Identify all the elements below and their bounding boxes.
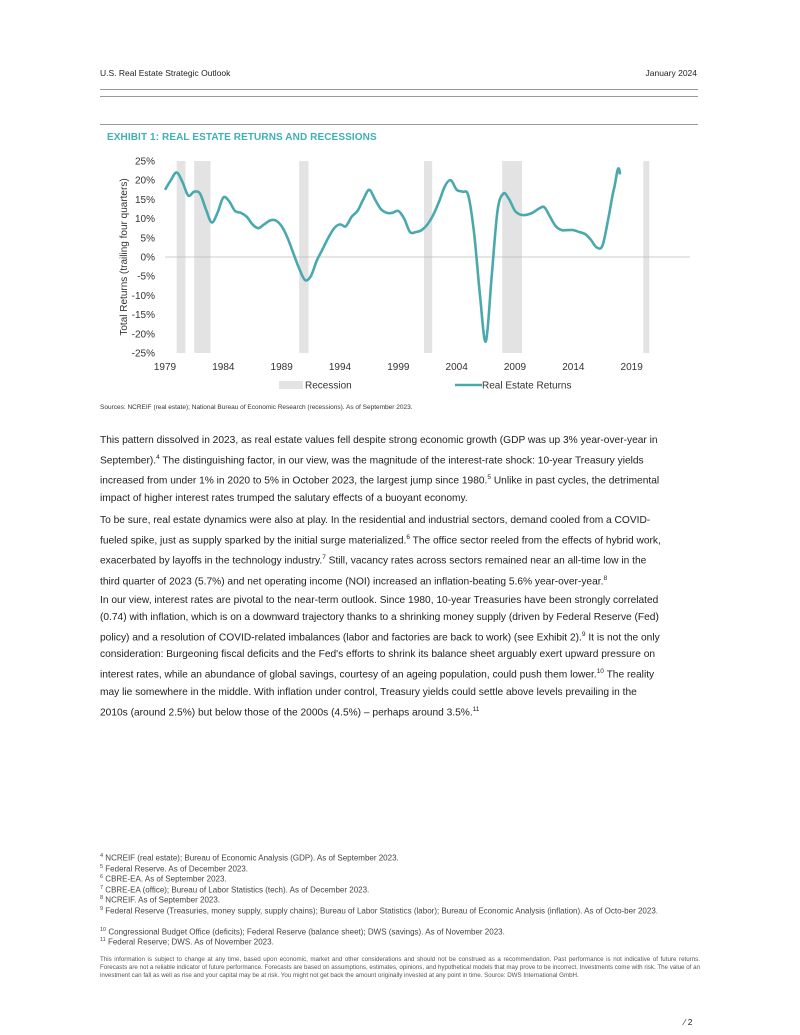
paragraph-text: It is not the only <box>585 632 660 644</box>
document-header-date: January 2024 <box>645 68 697 78</box>
footnote-number: 6 <box>100 874 104 880</box>
x-tick-label: 1999 <box>387 362 410 373</box>
disclaimer: This information is subject to change at any time, based upon economic, market and other considerations and should not be construed as a recommendation. Past performance is not indicative of future returns. Forecasts are not a reliable indicator of future performance. Forecasts are based on assumptions, estimates, opinions, and hypothetical models that may prove to be incorrect. Investments come with risk. The value of an investment can fall as well as rise and your capital may be at risk. You might not get back the amount originally invested at any point in time. Source: DWS International GmbH. <box>100 956 700 979</box>
chart-source-note: Sources: NCREIF (real estate); National Bureau of Economic Research (recessions). As of September 2023. <box>100 404 413 411</box>
paragraph-text: consideration: Burgeoning fiscal deficits and the Fed's efforts to shrink its balance sheet arguably exert upward pressure on <box>100 649 656 661</box>
paragraph-text: To be sure, real estate dynamics were also at play. In the residential and industrial sectors, demand cooled from a COVID- <box>100 515 651 526</box>
page-number: ⁄ 2 <box>684 1017 693 1027</box>
footnote-number: 5 <box>100 863 104 870</box>
paragraph-text: increased from under 1% in 2020 to 5% in October 2023, the largest jump since 1980. <box>100 475 488 487</box>
footnote-item <box>100 935 700 948</box>
exhibit-rule <box>100 124 698 125</box>
header-rule-top <box>100 89 698 90</box>
paragraph-text: Unlike in past cycles, the detrimental <box>490 475 660 487</box>
paragraph-3 <box>100 592 699 721</box>
footnote-number: 4 <box>100 853 104 859</box>
footnote-ref: 6 <box>406 534 410 541</box>
y-tick-label: -5% <box>137 271 155 283</box>
y-tick-label: -25% <box>131 348 155 360</box>
footnote-ref: 10 <box>596 668 604 676</box>
paragraph-text: policy) and a resolution of COVID-related imbalances (labor and factories are back to work) (see Exhibit 2). <box>100 632 582 644</box>
footnote-text: Federal Reserve; DWS. As of November 2023. <box>105 937 274 947</box>
real-estate-returns-line <box>165 168 620 341</box>
paragraph-text: exacerbated by layoffs in the technology industry. <box>100 555 323 567</box>
footnote-ref: 8 <box>603 574 608 582</box>
footnote-number: 9 <box>100 905 104 912</box>
footnote-number: 11 <box>100 937 106 943</box>
y-tick-label: 0% <box>140 252 155 264</box>
x-tick-label: 1979 <box>153 362 177 373</box>
y-tick-label: 10% <box>134 214 155 226</box>
x-tick-label: 1994 <box>328 362 352 373</box>
x-tick-label: 2019 <box>620 362 643 373</box>
document-header-title: U.S. Real Estate Strategic Outlook <box>100 68 231 78</box>
y-tick-label: 5% <box>140 233 155 245</box>
paragraph-text: In our view, interest rates are pivotal to the near-term outlook. Since 1980, 10-year Treasuries have been strongly correlated <box>100 595 659 606</box>
x-tick-label: 2004 <box>445 362 468 373</box>
paragraph-text: The reality <box>603 669 655 681</box>
footnote-ref: 9 <box>581 631 586 638</box>
x-tick-label: 1989 <box>270 362 293 373</box>
x-tick-label: 2009 <box>503 362 527 373</box>
footnote-number: 10 <box>100 926 107 933</box>
paragraph-text: (0.74) with inflation, which is on a downward trajectory thanks to a shrinking money supply (driven by Federal Reserve (Fed) <box>100 612 659 623</box>
footnote-item <box>100 904 700 917</box>
paragraph-1 <box>100 432 699 507</box>
paragraph-text: interest rates, while an abundance of global savings, courtesy of an ageing population, could push them lower. <box>100 669 597 681</box>
paragraph-text: This pattern dissolved in 2023, as real estate values fell despite strong economic growth (GDP was up 3% year-over-year in <box>100 435 658 446</box>
y-tick-label: 25% <box>134 156 155 168</box>
footnote-text: Federal Reserve. As of December 2023. <box>103 864 249 874</box>
y-tick-label: 15% <box>134 194 155 206</box>
paragraph-text: 2010s (around 2.5%) but below those of the 2000s (4.5%) – perhaps around 3.5%. <box>100 707 473 719</box>
paragraph-text: third quarter of 2023 (5.7%) and net operating income (NOI) increased an inflation-beating 5.6% year-over-year. <box>100 576 604 588</box>
footnote-ref: 11 <box>472 705 480 713</box>
paragraph-text: may lie somewhere in the middle. With inflation under control, Treasury yields could settle above levels prevailing in the <box>100 686 637 698</box>
legend-label-returns: Real Estate Returns <box>482 380 572 392</box>
paragraph-text: fueled spike, just as supply sparked by the initial surge materialized. <box>100 535 407 547</box>
footnote-ref: 7 <box>322 554 326 562</box>
footnote-text: CBRE-EA. As of September 2023. <box>103 874 227 884</box>
exhibit-title: EXHIBIT 1: REAL ESTATE RETURNS AND RECESSIONS <box>107 132 377 143</box>
footnote-text: CBRE-EA (office); Bureau of Labor Statistics (tech). As of December 2023. <box>103 885 370 895</box>
footnote-text: NCREIF (real estate); Bureau of Economic Analysis (GDP). As of September 2023. <box>103 853 399 863</box>
footnote-number: 7 <box>100 884 104 891</box>
footnote-text: NCREIF. As of September 2023. <box>103 895 221 905</box>
paragraph-text: Still, vacancy rates across sectors remained near an all-time low in the <box>325 555 647 567</box>
footnote-text: Federal Reserve (Treasuries, money supply, supply chains); Bureau of Labor Statistics (labor); Bureau of Economic Analysis (inflation). As of Octo-ber 2023. <box>103 906 658 916</box>
paragraph-text: September). <box>100 455 157 467</box>
footnote-ref: 5 <box>487 474 491 482</box>
returns-chart <box>100 150 700 398</box>
y-tick-label: -15% <box>131 310 155 322</box>
x-tick-label: 2014 <box>562 362 585 373</box>
legend-swatch-recession <box>279 381 303 389</box>
x-tick-label: 1984 <box>212 362 235 373</box>
y-tick-label: -20% <box>131 329 155 341</box>
y-tick-label: 20% <box>134 175 155 187</box>
footnote-text: Congressional Budget Office (deficits); Federal Reserve (balance sheet); DWS (savings). As of November 2023. <box>106 927 505 937</box>
y-tick-label: -10% <box>131 290 155 302</box>
paragraph-text: The distinguishing factor, in our view, was the magnitude of the interest-rate shock: 10-year Treasury yields <box>159 455 644 467</box>
paragraph-text: impact of higher interest rates trumped the salutary effects of a buoyant economy. <box>100 492 468 504</box>
footnote-number: 8 <box>100 895 104 901</box>
paragraph-text: The office sector reeled from the effects of hybrid work, <box>409 535 661 547</box>
paragraph-2 <box>100 512 699 590</box>
footnote-ref: 4 <box>156 454 160 461</box>
legend-label-recession: Recession <box>305 380 352 392</box>
y-axis-label: Total Returns (trailing four quarters) <box>119 178 130 336</box>
header-rule-bottom <box>100 96 698 97</box>
